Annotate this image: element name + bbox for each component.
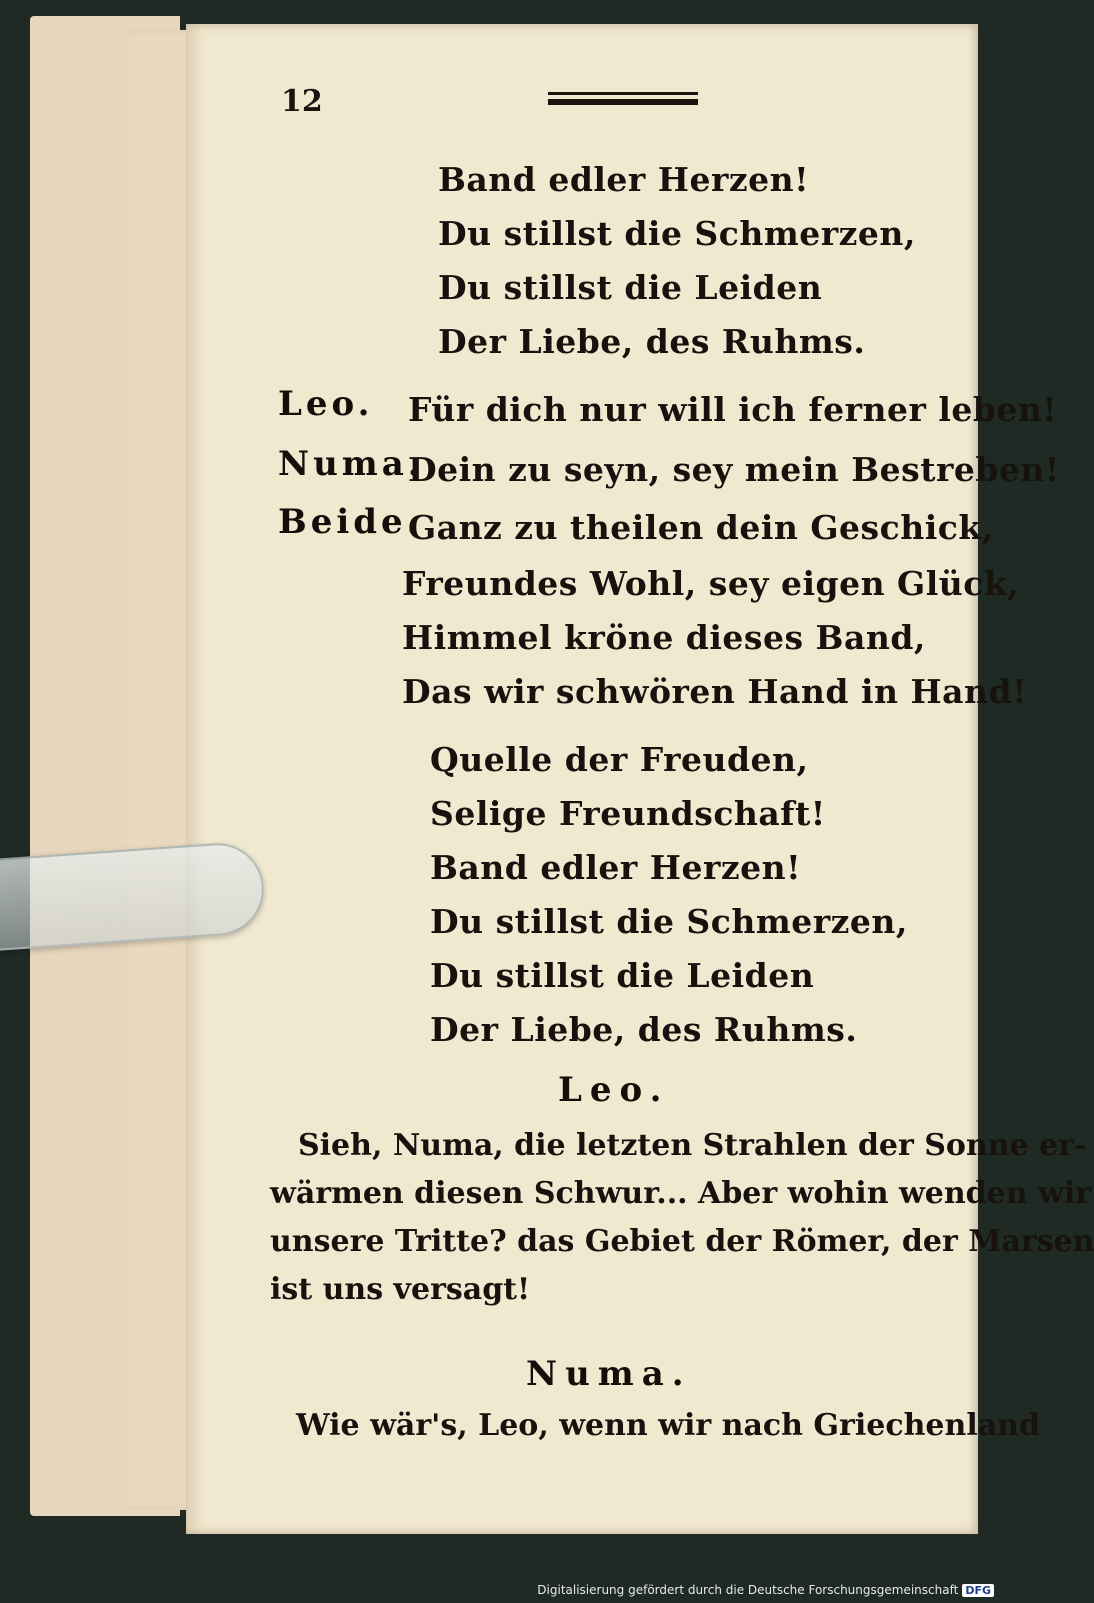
prose-line: ist uns versagt!	[270, 1272, 531, 1307]
prose-line: unsere Tritte? das Gebiet der Römer, der Marsen	[270, 1224, 1094, 1259]
prose-line: Sieh, Numa, die letzten Strahlen der Sonne er-	[298, 1128, 1087, 1163]
dialogue-line: Ganz zu theilen dein Geschick,	[408, 508, 994, 547]
verse-line: Das wir schwören Hand in Hand!	[402, 672, 1028, 711]
header-rule	[548, 92, 698, 105]
prose-line: wärmen diesen Schwur... Aber wohin wenden wir	[270, 1176, 1092, 1211]
dialogue-line: Für dich nur will ich ferner leben!	[408, 390, 1058, 429]
speaker-label: Beide.	[278, 502, 423, 542]
chorus-line: Du stillst die Schmerzen,	[430, 902, 908, 941]
verse-line: Du stillst die Leiden	[438, 268, 823, 307]
chorus-line: Du stillst die Leiden	[430, 956, 815, 995]
footer-text: Digitalisierung gefördert durch die Deutsche Forschungsgemeinschaft	[537, 1583, 959, 1597]
chorus-line: Band edler Herzen!	[430, 848, 802, 887]
speaker-label: Leo.	[278, 384, 374, 424]
verse-line: Band edler Herzen!	[438, 160, 810, 199]
chorus-line: Quelle der Freuden,	[430, 740, 809, 779]
verse-line: Du stillst die Schmerzen,	[438, 214, 916, 253]
verse-line: Himmel kröne dieses Band,	[402, 618, 926, 657]
speaker-heading: Leo.	[558, 1070, 670, 1110]
book-page	[186, 24, 1094, 1534]
dialogue-line: Dein zu seyn, sey mein Bestreben!	[408, 450, 1060, 489]
footer-credit	[537, 1583, 994, 1597]
chorus-line: Der Liebe, des Ruhms.	[430, 1010, 858, 1049]
chorus-line: Selige Freundschaft!	[430, 794, 826, 833]
speaker-label: Numa.	[278, 444, 424, 484]
verse-line: Der Liebe, des Ruhms.	[438, 322, 866, 361]
prose-line: Wie wär's, Leo, wenn wir nach Griechenland	[296, 1408, 1040, 1443]
speaker-heading: Numa.	[526, 1354, 692, 1394]
page-number: 12	[281, 84, 323, 119]
dfg-logo: DFG	[962, 1584, 994, 1597]
verse-line: Freundes Wohl, sey eigen Glück,	[402, 564, 1020, 603]
